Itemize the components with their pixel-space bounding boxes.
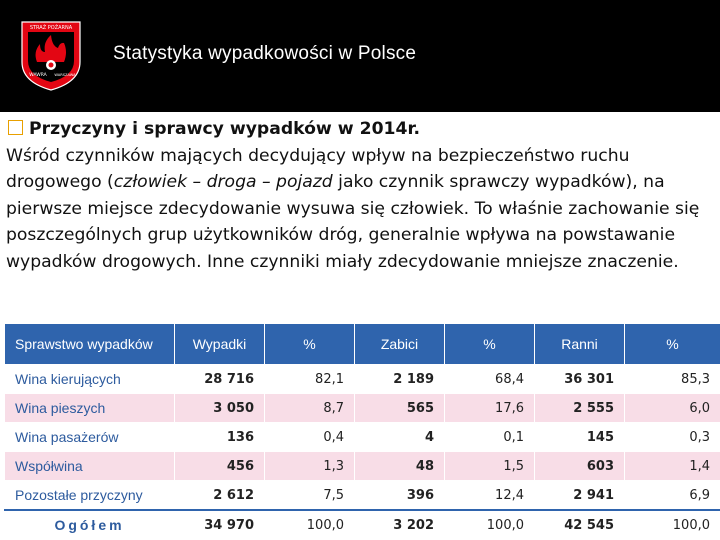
logo-left-text: WAWRA <box>29 73 47 78</box>
header-cell: % <box>445 324 535 365</box>
page-title: Statystyka wypadkowości w Polsce <box>113 43 417 64</box>
table-cell: 48 <box>355 452 445 481</box>
table-cell: 100,0 <box>265 510 355 540</box>
table-cell: 136 <box>175 423 265 452</box>
logo-right-text: WARSZAWA <box>54 73 76 77</box>
table-cell: 12,4 <box>445 481 535 511</box>
table-cell: 2 555 <box>535 394 625 423</box>
table-cell: 2 189 <box>355 365 445 394</box>
table-row <box>5 365 720 394</box>
table-cell: 1,3 <box>265 452 355 481</box>
table-cell: 42 545 <box>535 510 625 540</box>
table-cell: 34 970 <box>175 510 265 540</box>
table-cell: 456 <box>175 452 265 481</box>
table-cell: 3 050 <box>175 394 265 423</box>
table-cell: 85,3 <box>625 365 720 394</box>
table-row <box>5 423 720 452</box>
total-row <box>5 510 720 540</box>
header-bar <box>0 0 720 112</box>
table-header-row <box>5 324 720 365</box>
total-label: Ogółem <box>5 510 175 540</box>
table-cell: 1,5 <box>445 452 535 481</box>
row-label: Współwina <box>5 452 175 481</box>
table-cell: 82,1 <box>265 365 355 394</box>
section-heading <box>6 116 720 143</box>
table-cell: 1,4 <box>625 452 720 481</box>
row-label: Wina kierujących <box>5 365 175 394</box>
header-cell: Zabici <box>355 324 445 365</box>
table-row <box>5 394 720 423</box>
table-row <box>5 481 720 511</box>
row-label: Wina pasażerów <box>5 423 175 452</box>
square-bullet-icon <box>8 120 23 135</box>
paragraph <box>6 143 720 276</box>
table-cell: 2 612 <box>175 481 265 511</box>
table-cell: 0,1 <box>445 423 535 452</box>
table-cell: 6,9 <box>625 481 720 511</box>
table-cell: 396 <box>355 481 445 511</box>
heading-text: Przyczyny i sprawcy wypadków w 2014r. <box>29 119 421 139</box>
table-cell: 0,4 <box>265 423 355 452</box>
table-cell: 6,0 <box>625 394 720 423</box>
body-text <box>6 116 720 275</box>
table-cell: 565 <box>355 394 445 423</box>
table-cell: 4 <box>355 423 445 452</box>
table-cell: 17,6 <box>445 394 535 423</box>
table-cell: 8,7 <box>265 394 355 423</box>
table-cell: 100,0 <box>445 510 535 540</box>
header-cell: % <box>265 324 355 365</box>
para-part1: Wśród czynników mających decydujący wpływ na bezpieczeństwo ruchu drogowego ( <box>6 145 630 192</box>
logo-top-text: STRAŻ POŻARNA <box>29 25 73 31</box>
header-cell: Ranni <box>535 324 625 365</box>
table-cell: 68,4 <box>445 365 535 394</box>
table-cell: 603 <box>535 452 625 481</box>
table-cell: 7,5 <box>265 481 355 511</box>
table-cell: 28 716 <box>175 365 265 394</box>
fire-brigade-logo <box>18 18 84 92</box>
header-cell: Wypadki <box>175 324 265 365</box>
table-cell: 100,0 <box>625 510 720 540</box>
accident-table <box>4 323 720 540</box>
header-cell: Sprawstwo wypadków <box>5 324 175 365</box>
row-label: Wina pieszych <box>5 394 175 423</box>
row-label: Pozostałe przyczyny <box>5 481 175 511</box>
table-row <box>5 452 720 481</box>
table-cell: 0,3 <box>625 423 720 452</box>
table-cell: 2 941 <box>535 481 625 511</box>
para-italic: człowiek – droga – pojazd <box>113 172 333 192</box>
accident-table-container <box>4 323 720 540</box>
table-cell: 3 202 <box>355 510 445 540</box>
table-cell: 145 <box>535 423 625 452</box>
table-cell: 36 301 <box>535 365 625 394</box>
header-cell: % <box>625 324 720 365</box>
para-part2: jako czynnik sprawczy wypadków), na pierwsze miejsce zdecydowanie wysuwa się człowiek. To właśnie zachowanie się poszczególnych grup użytkowników dróg, generalnie wpływa na powstawanie wypadków drogowych. Inne czynniki miały zdecydowanie mniejsze znaczenie. <box>6 172 700 272</box>
